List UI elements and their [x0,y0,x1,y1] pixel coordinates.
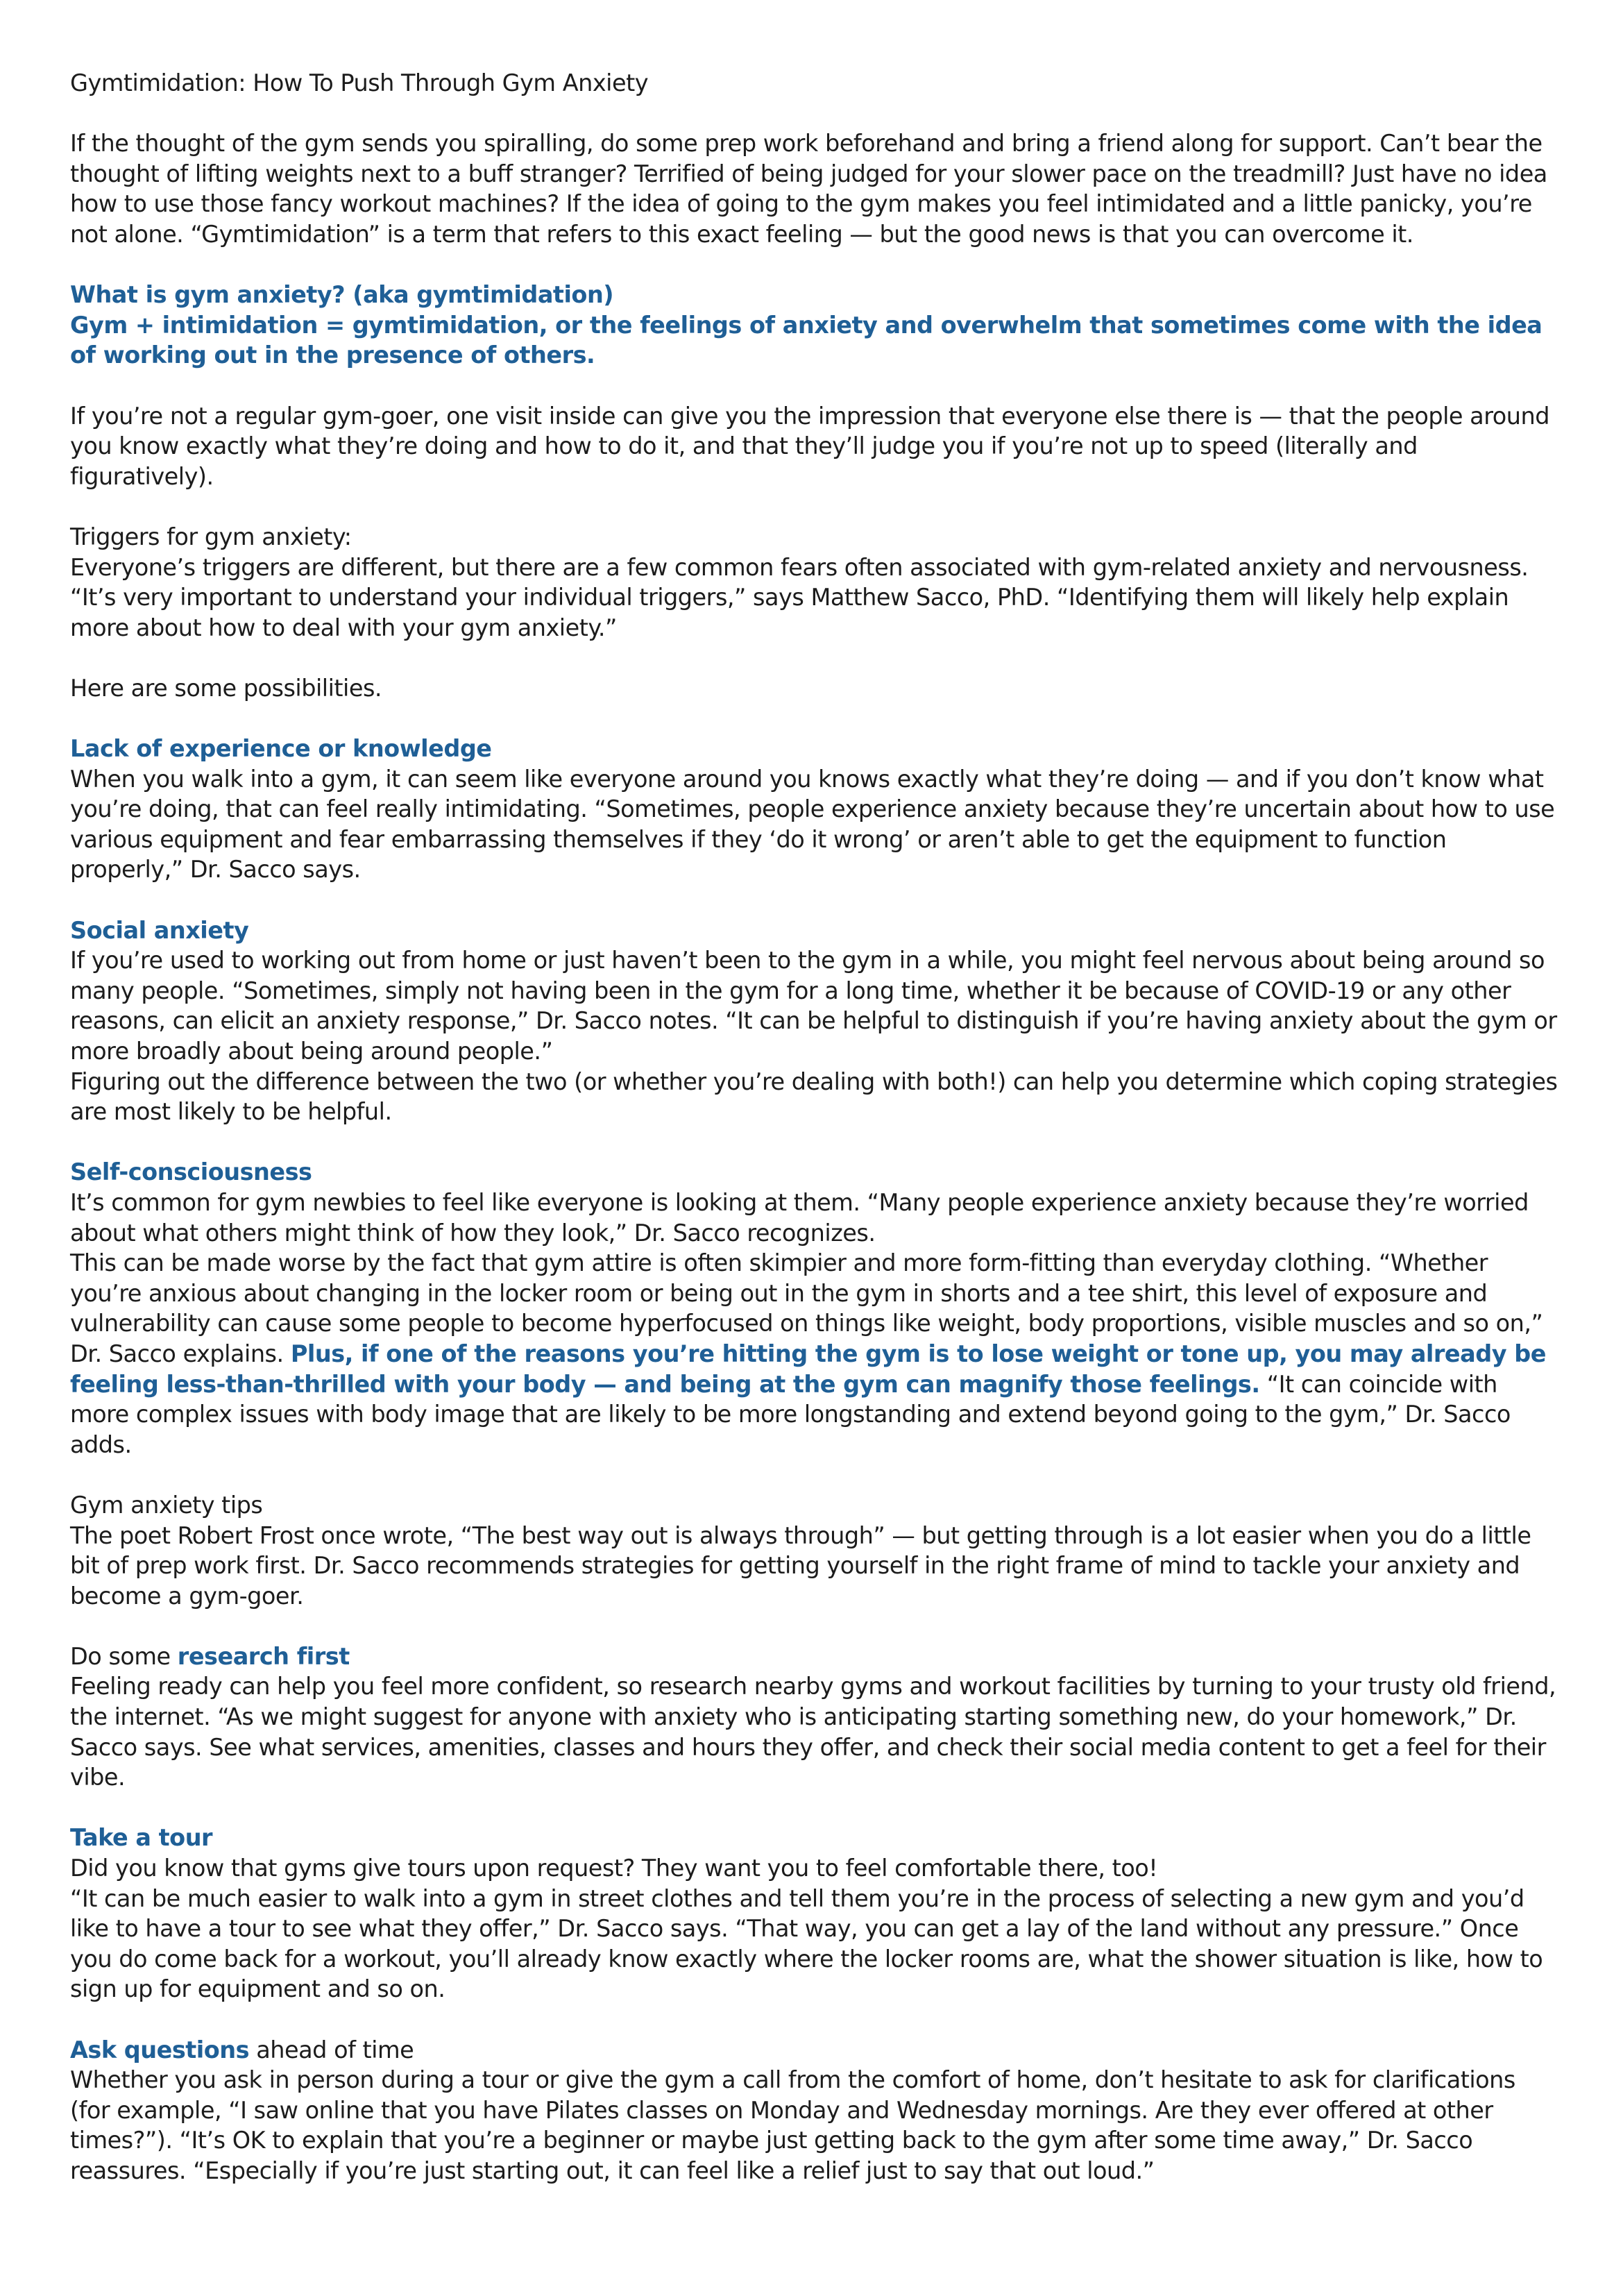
research-paragraph: Feeling ready can help you feel more confident, so research nearby gyms and workout facilities by turning to your trusty old friend, the internet. “As we might suggest for anyone with anxiety who is anticipating starting something new, do your homework,” Dr. Sacco says. See what services, amenities, classes and hours they offer, and check their social media content to get a feel for their vibe. [70,1673,1556,1791]
not-regular-paragraph: If you’re not a regular gym-goer, one visit inside can give you the impression that everyone else there is — that the people around you know exactly what they’re doing and how to do it, and that they’ll judge you if you’re not up to speed (literally and figuratively). [70,402,1549,490]
self-paragraph-1: It’s common for gym newbies to feel like everyone is looking at them. “Many people experience anxiety because they’re worried about what others might think of how they look,” Dr. Sacco recognizes. [70,1188,1529,1247]
research-heading-plain: Do some [70,1642,178,1670]
tips-heading: Gym anxiety tips [70,1491,263,1519]
possibilities-paragraph: Here are some possibilities. [70,674,382,702]
tour-heading: Take a tour [70,1824,213,1852]
what-is-heading: What is gym anxiety? (aka gymtimidation) [70,281,614,309]
intro-paragraph: If the thought of the gym sends you spiralling, do some prep work beforehand and bring a friend along for support. Can’t bear the thought of lifting weights next to a buff stranger? Terrified of being judged for your slower pace on the treadmill? Just have no idea how to use those fancy workout machines? If the idea of going to the gym makes you feel intimidated and a little panicky, you’re not alone. “Gymtimidation” is a term that refers to this exact feeling — but the good news is that you can overcome it. [70,130,1547,248]
tips-paragraph: The poet Robert Frost once wrote, “The best way out is always through” — but getting through is a lot easier when you do a little bit of prep work first. Dr. Sacco recommends strategies for getting yourself in the right frame of mind to tackle your anxiety and become a gym-goer. [70,1521,1531,1610]
questions-heading-bold: Ask questions [70,2036,250,2063]
social-paragraph-1: If you’re used to working out from home or just haven’t been to the gym in a while, you might feel nervous about being around so many people. “Sometimes, simply not having been in the gym for a long time, whether it be because of COVID-19 or any other reasons, can elicit an anxiety response,” Dr. Sacco notes. “It can be helpful to distinguish if you’re having anxiety about the gym or more broadly about being around people.” [70,947,1557,1065]
triggers-paragraph: Everyone’s triggers are different, but there are a few common fears often associated with gym-related anxiety and nervousness. “It’s very important to understand your individual triggers,” says Matthew Sacco, PhD. “Identifying them will likely help explain more about how to deal with your gym anxiety.” [70,553,1529,641]
research-heading-bold: research first [177,1642,350,1670]
questions-heading [70,2035,1562,2066]
questions-paragraph: Whether you ask in person during a tour or give the gym a call from the comfort of home, don’t hesitate to ask for clarifications (for example, “I saw online that you have Pilates classes on Monday and Wednesday mornings. Are they ever offered at other times?”). “It’s OK to explain that you’re a beginner or maybe just getting back to the gym after some time away,” Dr. Sacco reassures. “Especially if you’re just starting out, it can feel like a relief just to say that out loud.” [70,2066,1515,2184]
social-paragraph-2: Figuring out the difference between the two (or whether you’re dealing with both!) can help you determine which coping strategies are most likely to be helpful. [70,1067,1558,1126]
lack-paragraph: When you walk into a gym, it can seem like everyone around you knows exactly what they’re doing — and if you don’t know what you’re doing, that can feel really intimidating. “Sometimes, people experience anxiety because they’re uncertain about how to use various equipment and fear embarrassing themselves if they ‘do it wrong’ or aren’t able to get the equipment to function properly,” Dr. Sacco says. [70,765,1555,884]
questions-heading-plain: ahead of time [249,2036,414,2063]
research-heading [70,1641,1562,1672]
article-title: Gymtimidation: How To Push Through Gym Anxiety [70,69,649,96]
article [70,68,1562,2186]
triggers-heading: Triggers for gym anxiety: [70,523,352,550]
tour-paragraph-1: Did you know that gyms give tours upon request? They want you to feel comfortable there, too! [70,1855,1158,1882]
social-heading: Social anxiety [70,916,249,944]
self-text-highlight: Plus, if one of the reasons you’re hitting the gym is to lose weight or tone up, you may already be feeling less-than-thrilled with your body — and being at the gym can magnify those feelings. [70,1340,1546,1398]
lack-heading: Lack of experience or knowledge [70,735,492,763]
self-text-start: This can be made worse by the fact that gym attire is often skimpier and more form-fitting than everyday clothing. “Whether you’re anxious about changing in the locker room or being out in the gym in shorts and a tee shirt, this level of exposure and vulnerability can cause some people to become hyperfocused on things like weight, body proportions, visible muscles and so on,” Dr. Sacco explains. [70,1249,1543,1367]
tour-paragraph-2: “It can be much easier to walk into a gym in street clothes and tell them you’re in the process of selecting a new gym and you’d like to have a tour to see what they offer,” Dr. Sacco says. “That way, you can get a lay of the land without any pressure.” Once you do come back for a workout, you’ll already know exactly where the locker rooms are, what the shower situation is like, how to sign up for equipment and so on. [70,1884,1543,2003]
what-is-definition: Gym + intimidation = gymtimidation, or the feelings of anxiety and overwhelm that sometimes come with the idea of working out in the presence of others. [70,311,1543,369]
self-text-end: “It can coincide with more complex issues with body image that are likely to be more longstanding and extend beyond going to the gym,” Dr. Sacco adds. [70,1370,1511,1458]
self-heading: Self-consciousness [70,1158,312,1186]
self-paragraph-2 [70,1248,1562,1460]
